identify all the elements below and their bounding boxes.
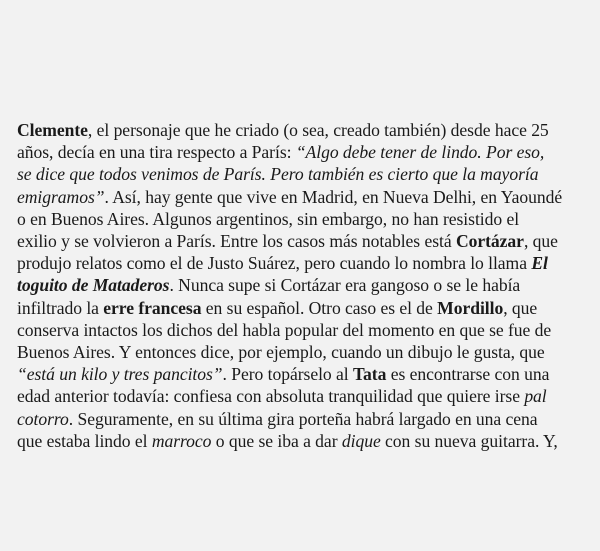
emphasized-text: marroco bbox=[151, 430, 212, 451]
emphasized-text: toguito de Mataderos bbox=[17, 275, 170, 296]
emphasized-text: Cortázar bbox=[455, 231, 524, 252]
text-run: o en Buenos Aires. Algunos argentinos, sin embargo, no han resistido el bbox=[17, 208, 520, 229]
text-line bbox=[17, 274, 592, 296]
text-run: . Pero topárselo al bbox=[222, 364, 353, 385]
text-run: en su español. Otro caso es el de bbox=[201, 297, 438, 318]
text-run: años, decía en una tira respecto a París: bbox=[17, 142, 296, 163]
emphasized-text: Tata bbox=[352, 364, 387, 385]
text-line bbox=[17, 430, 592, 452]
emphasized-text: Clemente bbox=[17, 120, 88, 140]
emphasized-text: cotorro bbox=[17, 408, 69, 429]
body-paragraph bbox=[17, 119, 592, 452]
text-run: produjo relatos como el de Justo Suárez, pero cuando lo nombra lo llama bbox=[17, 253, 532, 274]
text-line bbox=[17, 186, 592, 208]
emphasized-text: emigramos” bbox=[17, 186, 105, 207]
text-run: . Nunca supe si Cortázar era gangoso o se le había bbox=[169, 275, 521, 296]
text-run: conserva intactos los dichos del habla popular del momento en que se fue de bbox=[17, 319, 552, 340]
text-run: que estaba lindo el bbox=[17, 430, 152, 451]
text-run: exilio y se volvieron a París. Entre los casos más notables está bbox=[17, 231, 456, 252]
emphasized-text: “Algo debe tener de lindo. Por eso, bbox=[295, 142, 545, 163]
text-run: con su nueva guitarra. Y, bbox=[380, 430, 558, 451]
text-line bbox=[17, 385, 592, 407]
text-run: o que se iba a dar bbox=[211, 430, 342, 451]
text-line bbox=[17, 252, 592, 274]
emphasized-text: Mordillo bbox=[437, 297, 504, 318]
text-line bbox=[17, 408, 592, 430]
text-line bbox=[17, 341, 592, 363]
text-run: Buenos Aires. Y entonces dice, por ejemplo, cuando un dibujo le gusta, que bbox=[17, 342, 545, 363]
text-line bbox=[17, 319, 592, 341]
text-line bbox=[17, 363, 592, 385]
text-line bbox=[17, 230, 592, 252]
emphasized-text: se dice que todos venimos de París. Pero también es cierto que la mayoría bbox=[17, 164, 539, 185]
text-run: , que bbox=[503, 297, 538, 318]
text-run: es encontrarse con una bbox=[386, 364, 550, 385]
text-run: . Seguramente, en su última gira porteña habrá largado en una cena bbox=[68, 408, 538, 429]
text-run: , el personaje que he criado (o sea, creado también) desde hace 25 bbox=[87, 120, 549, 140]
text-run: edad anterior todavía: confiesa con absoluta tranquilidad que quiere irse bbox=[17, 386, 525, 407]
text-line bbox=[17, 141, 592, 163]
text-line bbox=[17, 163, 592, 185]
text-run: . Así, hay gente que vive en Madrid, en Nueva Delhi, en Yaoundé bbox=[104, 186, 563, 207]
text-line bbox=[17, 119, 592, 141]
text-run: , que bbox=[523, 231, 558, 252]
text-line bbox=[17, 208, 592, 230]
emphasized-text: pal bbox=[524, 386, 547, 407]
text-run: infiltrado la bbox=[17, 297, 104, 318]
emphasized-text: El bbox=[531, 253, 548, 274]
emphasized-text: “está un kilo y tres pancitos” bbox=[17, 364, 223, 385]
text-line bbox=[17, 297, 592, 319]
emphasized-text: erre francesa bbox=[103, 297, 202, 318]
emphasized-text: dique bbox=[341, 430, 381, 451]
